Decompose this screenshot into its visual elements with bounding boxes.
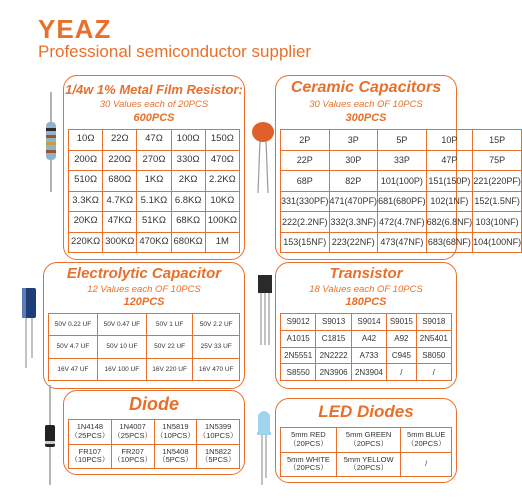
table-cell: 470Ω: [205, 150, 239, 171]
table-row: [69, 130, 240, 151]
table-cell: 3P: [329, 130, 378, 151]
table-cell: 5mm GREEN （20PCS）: [336, 428, 401, 453]
table-row: [281, 452, 452, 477]
table-row: [69, 171, 240, 192]
resistor-count: 600PCS: [133, 112, 175, 124]
brand-logo: YEAZ: [38, 14, 112, 44]
table-row: [281, 364, 452, 381]
table-cell: 681(680PF): [378, 191, 427, 212]
resistor-panel: [63, 75, 245, 260]
electrolytic-panel: [43, 262, 245, 389]
table-row: [281, 428, 452, 453]
electrolytic-count: 120PCS: [123, 296, 165, 308]
table-cell: 22Ω: [103, 130, 137, 151]
diode-table: [68, 419, 240, 469]
table-cell: S9015: [387, 314, 416, 331]
table-cell: 82P: [329, 171, 378, 192]
table-cell: 1N4148 （25PCS）: [69, 420, 112, 445]
table-cell: 1N5819 （10PCS）: [154, 420, 197, 445]
table-cell: 5mm RED （20PCS）: [281, 428, 337, 453]
diode-image: [40, 385, 60, 485]
table-cell: 200Ω: [69, 150, 103, 171]
table-cell: 680KΩ: [171, 232, 205, 253]
table-row: [69, 444, 240, 469]
table-row: [281, 130, 522, 151]
table-cell: 20KΩ: [69, 212, 103, 233]
table-row: [69, 232, 240, 253]
resistor-subtitle: 30 Values each of 20PCS: [99, 99, 209, 110]
table-cell: 2P: [281, 130, 330, 151]
table-cell: A1015: [281, 330, 316, 347]
led-table: [280, 427, 452, 477]
table-cell: 16V 470 UF: [193, 358, 240, 380]
electrolytic-title: Electrolytic Capacitor: [66, 265, 222, 282]
table-cell: 1KΩ: [137, 171, 171, 192]
table-cell: 473(47NF): [378, 232, 427, 253]
ceramic-capacitor-image: [248, 118, 278, 193]
table-cell: 223(22NF): [329, 232, 378, 253]
table-cell: 330Ω: [171, 150, 205, 171]
table-cell: S9013: [316, 314, 351, 331]
table-cell: 220Ω: [103, 150, 137, 171]
table-cell: /: [401, 452, 452, 477]
table-cell: /: [416, 364, 451, 381]
table-cell: 2N5401: [416, 330, 451, 347]
table-cell: FR107 （10PCS）: [69, 444, 112, 469]
table-cell: 15P: [473, 130, 522, 151]
table-row: [281, 330, 452, 347]
table-cell: 75P: [473, 150, 522, 171]
table-cell: 100KΩ: [205, 212, 239, 233]
table-cell: 1N5399 （10PCS）: [197, 420, 240, 445]
table-cell: 102(1NF): [426, 191, 473, 212]
table-row: [49, 358, 240, 380]
table-cell: 332(3.3NF): [329, 212, 378, 233]
table-cell: 2N3904: [351, 364, 386, 381]
table-cell: 683(68NF): [426, 232, 473, 253]
table-cell: 50V 1 UF: [146, 314, 193, 336]
table-cell: 5P: [378, 130, 427, 151]
ceramic-subtitle: 30 Values each OF 10PCS: [309, 99, 423, 110]
ceramic-panel: [275, 75, 522, 260]
table-cell: 101(100P): [378, 171, 427, 192]
table-cell: 10KΩ: [205, 191, 239, 212]
table-cell: 221(220PF): [473, 171, 522, 192]
table-cell: 104(100NF): [473, 232, 522, 253]
resistor-table: [68, 129, 240, 253]
table-row: [281, 191, 522, 212]
table-cell: 47KΩ: [103, 212, 137, 233]
transistor-title: Transistor: [329, 265, 403, 282]
table-cell: 16V 47 UF: [49, 358, 98, 380]
table-cell: 50V 22 UF: [146, 336, 193, 358]
transistor-table: [280, 313, 452, 381]
table-row: [49, 314, 240, 336]
table-cell: 331(330PF): [281, 191, 330, 212]
table-cell: 1N4007 （25PCS）: [111, 420, 154, 445]
table-cell: A733: [351, 347, 386, 364]
table-cell: /: [387, 364, 416, 381]
table-cell: 33P: [378, 150, 427, 171]
ceramic-count: 300PCS: [345, 112, 387, 124]
table-cell: 6.8KΩ: [171, 191, 205, 212]
table-cell: S9018: [416, 314, 451, 331]
table-cell: 682(6.8NF): [426, 212, 473, 233]
table-row: [281, 347, 452, 364]
transistor-image: [255, 275, 275, 345]
table-cell: 50V 4.7 UF: [49, 336, 98, 358]
led-image: [254, 410, 274, 485]
table-cell: 1M: [205, 232, 239, 253]
table-row: [69, 191, 240, 212]
table-cell: 510Ω: [69, 171, 103, 192]
table-cell: 22P: [281, 150, 330, 171]
table-row: [69, 212, 240, 233]
table-cell: 220KΩ: [69, 232, 103, 253]
table-cell: 472(4.7NF): [378, 212, 427, 233]
table-cell: 50V 0.47 UF: [97, 314, 146, 336]
diode-panel: [63, 390, 245, 475]
table-cell: S8550: [281, 364, 316, 381]
resistor-title: 1/4w 1% Metal Film Resistor:: [65, 82, 243, 97]
table-cell: 222(2.2NF): [281, 212, 330, 233]
table-cell: 47P: [426, 150, 473, 171]
table-cell: 50V 0.22 UF: [49, 314, 98, 336]
table-cell: 16V 100 UF: [97, 358, 146, 380]
table-cell: FR207 （10PCS）: [111, 444, 154, 469]
table-row: [281, 314, 452, 331]
table-cell: 50V 10 UF: [97, 336, 146, 358]
table-cell: 30P: [329, 150, 378, 171]
table-cell: 3.3KΩ: [69, 191, 103, 212]
table-cell: 2N3906: [316, 364, 351, 381]
table-cell: C945: [387, 347, 416, 364]
ceramic-title: Ceramic Capacitors: [290, 79, 442, 96]
table-cell: 151(150P): [426, 171, 473, 192]
diode-title: Diode: [128, 394, 179, 414]
table-cell: 471(470PF): [329, 191, 378, 212]
table-cell: 5mm YELLOW （20PCS）: [336, 452, 401, 477]
table-cell: 5mm WHITE （20PCS）: [281, 452, 337, 477]
table-cell: 50V 2.2 UF: [193, 314, 240, 336]
table-cell: 10Ω: [69, 130, 103, 151]
table-cell: 1N5408 （5PCS）: [154, 444, 197, 469]
transistor-subtitle: 18 Values each OF 10PCS: [309, 284, 423, 295]
table-cell: 51KΩ: [137, 212, 171, 233]
table-row: [69, 420, 240, 445]
table-cell: 25V 33 UF: [193, 336, 240, 358]
table-cell: 68KΩ: [171, 212, 205, 233]
table-cell: 2N2222: [316, 347, 351, 364]
table-cell: 68P: [281, 171, 330, 192]
table-cell: A92: [387, 330, 416, 347]
table-cell: 470KΩ: [137, 232, 171, 253]
table-row: [281, 212, 522, 233]
table-row: [281, 232, 522, 253]
transistor-panel: [275, 262, 457, 389]
table-cell: 2.2KΩ: [205, 171, 239, 192]
electrolytic-table: [48, 313, 240, 381]
table-cell: 153(15NF): [281, 232, 330, 253]
table-cell: 152(1.5NF): [473, 191, 522, 212]
resistor-image: [41, 92, 61, 192]
table-cell: 5.1KΩ: [137, 191, 171, 212]
table-row: [69, 150, 240, 171]
table-cell: 16V 220 UF: [146, 358, 193, 380]
table-row: [49, 336, 240, 358]
table-cell: 4.7KΩ: [103, 191, 137, 212]
table-cell: S8050: [416, 347, 451, 364]
table-cell: 150Ω: [205, 130, 239, 151]
led-panel: [275, 398, 457, 483]
table-cell: 680Ω: [103, 171, 137, 192]
table-row: [281, 150, 522, 171]
table-cell: 47Ω: [137, 130, 171, 151]
table-cell: S9014: [351, 314, 386, 331]
table-cell: 1N5822 （5PCS）: [197, 444, 240, 469]
table-cell: S9012: [281, 314, 316, 331]
tagline: Professional semiconductor supplier: [38, 42, 312, 61]
table-row: [281, 171, 522, 192]
ceramic-table: [280, 129, 522, 253]
table-cell: 10P: [426, 130, 473, 151]
table-cell: 5mm BLUE （20PCS）: [401, 428, 452, 453]
electrolytic-capacitor-image: [18, 288, 40, 368]
table-cell: 270Ω: [137, 150, 171, 171]
table-cell: 2KΩ: [171, 171, 205, 192]
table-cell: 300KΩ: [103, 232, 137, 253]
led-title: LED Diodes: [318, 402, 414, 421]
table-cell: C1815: [316, 330, 351, 347]
table-cell: 2N5551: [281, 347, 316, 364]
table-cell: 103(10NF): [473, 212, 522, 233]
table-cell: 100Ω: [171, 130, 205, 151]
table-cell: A42: [351, 330, 386, 347]
transistor-count: 180PCS: [345, 296, 387, 308]
electrolytic-subtitle: 12 Values each OF 10PCS: [87, 284, 201, 295]
